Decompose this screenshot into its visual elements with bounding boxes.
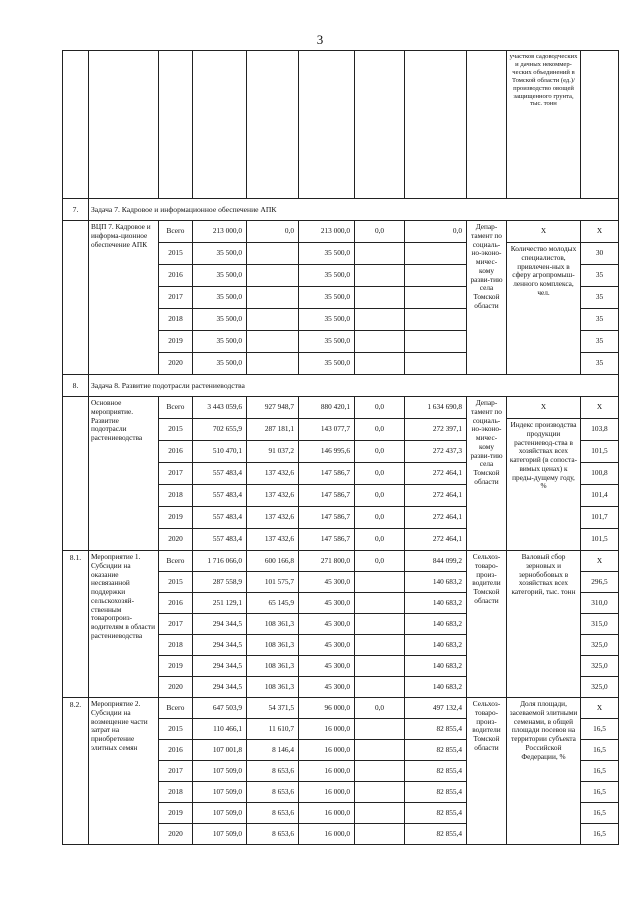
year-cell: 2016: [159, 441, 193, 463]
value-cell: X: [581, 698, 619, 719]
total-cell: 557 483,4: [193, 485, 247, 507]
local-cell: [355, 614, 405, 635]
federal-cell: 0,0: [247, 221, 299, 243]
task-title: Задача 7. Кадровое и информационное обеспечение АПК: [89, 199, 619, 221]
regional-cell: 271 800,0: [299, 551, 355, 572]
value-cell: 35: [581, 265, 619, 287]
value-cell: 101,7: [581, 507, 619, 529]
year-row: [63, 698, 619, 719]
local-cell: [355, 719, 405, 740]
indicator-name: Количество молодых специалистов, привлечен-ных в сферу агропромыш-ленного комплекса, чел.: [507, 243, 581, 375]
continuation-row: [63, 51, 619, 199]
extra-cell: [405, 265, 467, 287]
year-cell: 2017: [159, 463, 193, 485]
year-cell: Всего: [159, 698, 193, 719]
federal-cell: [247, 243, 299, 265]
total-cell: 35 500,0: [193, 353, 247, 375]
extra-cell: 844 099,2: [405, 551, 467, 572]
federal-cell: [247, 265, 299, 287]
federal-cell: [247, 331, 299, 353]
regional-cell: 16 000,0: [299, 740, 355, 761]
regional-cell: 45 300,0: [299, 677, 355, 698]
year-cell: 2017: [159, 761, 193, 782]
extra-cell: [405, 331, 467, 353]
regional-cell: 147 586,7: [299, 507, 355, 529]
value-cell: 101,5: [581, 441, 619, 463]
year-cell: 2020: [159, 824, 193, 845]
regional-cell: 45 300,0: [299, 656, 355, 677]
local-cell: [355, 331, 405, 353]
value-cell: 16,5: [581, 740, 619, 761]
value-cell: 103,8: [581, 419, 619, 441]
indicator-x: X: [507, 397, 581, 419]
federal-cell: 287 181,1: [247, 419, 299, 441]
value-cell: 310,0: [581, 593, 619, 614]
local-cell: [355, 677, 405, 698]
total-cell: 107 001,8: [193, 740, 247, 761]
value-cell: 325,0: [581, 656, 619, 677]
federal-cell: 8 653,6: [247, 761, 299, 782]
regional-cell: 16 000,0: [299, 782, 355, 803]
executor-cell: Депар-тамент по социаль-но-эконо-мичес-кому разви-тию села Томской области: [467, 397, 507, 551]
extra-cell: 82 855,4: [405, 761, 467, 782]
local-cell: 0,0: [355, 551, 405, 572]
local-cell: 0,0: [355, 463, 405, 485]
measure-name: Мероприятие 2. Субсидии на возмещение части затрат на приобретение элитных семян: [89, 698, 159, 845]
total-cell: 107 509,0: [193, 782, 247, 803]
local-cell: [355, 309, 405, 331]
value-cell: 16,5: [581, 803, 619, 824]
regional-cell: 35 500,0: [299, 265, 355, 287]
executor-cell: Сельхоз-товаро-произ-водители Томской области: [467, 698, 507, 845]
year-cell: 2020: [159, 529, 193, 551]
total-cell: 294 344,5: [193, 677, 247, 698]
executor-cell: Депар-тамент по социаль-но-эконо-мичес-кому разви-тию села Томской области: [467, 221, 507, 375]
total-cell: 251 129,1: [193, 593, 247, 614]
regional-cell: 35 500,0: [299, 243, 355, 265]
extra-cell: 140 683,2: [405, 656, 467, 677]
local-cell: 0,0: [355, 441, 405, 463]
extra-cell: 82 855,4: [405, 719, 467, 740]
local-cell: [355, 265, 405, 287]
value-cell: 325,0: [581, 677, 619, 698]
year-cell: 2016: [159, 740, 193, 761]
extra-cell: 82 855,4: [405, 803, 467, 824]
extra-cell: [405, 243, 467, 265]
value-cell: 35: [581, 331, 619, 353]
year-cell: Всего: [159, 397, 193, 419]
federal-cell: [247, 287, 299, 309]
value-cell: X: [581, 221, 619, 243]
local-cell: 0,0: [355, 221, 405, 243]
total-cell: 110 466,1: [193, 719, 247, 740]
indicator-text: участков садоводческих и дачных некоммер-ческих объединений в Томской области (ед.)/ производство овощей защищенного грунта, тыс. тонн: [507, 51, 581, 199]
total-cell: 213 000,0: [193, 221, 247, 243]
federal-cell: 108 361,3: [247, 635, 299, 656]
local-cell: [355, 824, 405, 845]
regional-cell: 16 000,0: [299, 719, 355, 740]
year-cell: 2015: [159, 572, 193, 593]
measure-name: Основное мероприятие. Развитие подотрасли растениеводства: [89, 397, 159, 551]
local-cell: 0,0: [355, 529, 405, 551]
extra-cell: 497 132,4: [405, 698, 467, 719]
regional-cell: 35 500,0: [299, 287, 355, 309]
year-cell: 2018: [159, 635, 193, 656]
extra-cell: [405, 309, 467, 331]
value-cell: 35: [581, 287, 619, 309]
extra-cell: 140 683,2: [405, 677, 467, 698]
local-cell: [355, 572, 405, 593]
federal-cell: [247, 309, 299, 331]
federal-cell: 8 146,4: [247, 740, 299, 761]
total-cell: 557 483,4: [193, 529, 247, 551]
program-table: [62, 50, 619, 845]
local-cell: 0,0: [355, 419, 405, 441]
value-cell: 101,4: [581, 485, 619, 507]
total-cell: 1 716 066,0: [193, 551, 247, 572]
value-cell: X: [581, 551, 619, 572]
federal-cell: 137 432,6: [247, 463, 299, 485]
task-number: 7.: [63, 199, 89, 221]
extra-cell: [405, 353, 467, 375]
year-cell: 2018: [159, 782, 193, 803]
extra-cell: 272 437,3: [405, 441, 467, 463]
year-cell: 2019: [159, 656, 193, 677]
task-row: [63, 375, 619, 397]
year-row: [63, 221, 619, 243]
local-cell: [355, 740, 405, 761]
federal-cell: 600 166,8: [247, 551, 299, 572]
total-cell: 557 483,4: [193, 507, 247, 529]
value-cell: 16,5: [581, 761, 619, 782]
year-cell: Всего: [159, 551, 193, 572]
value-cell: 16,5: [581, 824, 619, 845]
federal-cell: [247, 353, 299, 375]
task-title: Задача 8. Развитие подотрасли растениеводства: [89, 375, 619, 397]
value-cell: 35: [581, 309, 619, 331]
regional-cell: 16 000,0: [299, 803, 355, 824]
federal-cell: 927 948,7: [247, 397, 299, 419]
extra-cell: 140 683,2: [405, 614, 467, 635]
row-number: 8.2.: [63, 698, 89, 845]
year-cell: 2020: [159, 677, 193, 698]
regional-cell: 147 586,7: [299, 529, 355, 551]
year-cell: 2018: [159, 309, 193, 331]
extra-cell: 140 683,2: [405, 572, 467, 593]
regional-cell: 146 995,6: [299, 441, 355, 463]
total-cell: 35 500,0: [193, 287, 247, 309]
total-cell: 294 344,5: [193, 635, 247, 656]
federal-cell: 8 653,6: [247, 803, 299, 824]
local-cell: [355, 635, 405, 656]
regional-cell: 16 000,0: [299, 824, 355, 845]
extra-cell: 140 683,2: [405, 593, 467, 614]
regional-cell: 45 300,0: [299, 635, 355, 656]
federal-cell: 137 432,6: [247, 507, 299, 529]
extra-cell: 0,0: [405, 221, 467, 243]
local-cell: 0,0: [355, 485, 405, 507]
regional-cell: 143 077,7: [299, 419, 355, 441]
regional-cell: 45 300,0: [299, 572, 355, 593]
local-cell: [355, 287, 405, 309]
task-number: 8.: [63, 375, 89, 397]
year-cell: 2016: [159, 593, 193, 614]
extra-cell: 272 464,1: [405, 529, 467, 551]
federal-cell: 65 145,9: [247, 593, 299, 614]
extra-cell: 140 683,2: [405, 635, 467, 656]
extra-cell: 272 464,1: [405, 485, 467, 507]
extra-cell: [405, 287, 467, 309]
total-cell: 510 470,1: [193, 441, 247, 463]
regional-cell: 880 420,1: [299, 397, 355, 419]
value-cell: 296,5: [581, 572, 619, 593]
regional-cell: 35 500,0: [299, 353, 355, 375]
regional-cell: 35 500,0: [299, 309, 355, 331]
indicator-name: Индекс производства продукции растениевод-ства в хозяйствах всех категорий (в сопоста-вимых ценах) к преды-дущему году, %: [507, 419, 581, 551]
extra-cell: 82 855,4: [405, 824, 467, 845]
year-cell: 2017: [159, 614, 193, 635]
year-cell: 2017: [159, 287, 193, 309]
value-cell: 35: [581, 353, 619, 375]
measure-name: Мероприятие 1. Субсидии на оказание несвязанной поддержки сельскохозяй-ственным товаропроиз-водителям в области растениеводства: [89, 551, 159, 698]
year-cell: 2018: [159, 485, 193, 507]
total-cell: 107 509,0: [193, 803, 247, 824]
year-cell: 2020: [159, 353, 193, 375]
regional-cell: 147 586,7: [299, 485, 355, 507]
value-cell: 16,5: [581, 782, 619, 803]
total-cell: 35 500,0: [193, 309, 247, 331]
federal-cell: 8 653,6: [247, 782, 299, 803]
page-number: 3: [316, 32, 324, 47]
local-cell: [355, 353, 405, 375]
year-row: [63, 551, 619, 572]
total-cell: 287 558,9: [193, 572, 247, 593]
extra-cell: 82 855,4: [405, 740, 467, 761]
value-cell: 16,5: [581, 719, 619, 740]
federal-cell: 91 037,2: [247, 441, 299, 463]
executor-cell: Сельхоз-товаро-произ-водители Томской области: [467, 551, 507, 698]
value-cell: 101,5: [581, 529, 619, 551]
regional-cell: 45 300,0: [299, 614, 355, 635]
total-cell: 3 443 059,6: [193, 397, 247, 419]
federal-cell: 137 432,6: [247, 529, 299, 551]
value-cell: 100,8: [581, 463, 619, 485]
total-cell: 294 344,5: [193, 614, 247, 635]
federal-cell: 108 361,3: [247, 656, 299, 677]
local-cell: [355, 782, 405, 803]
local-cell: [355, 803, 405, 824]
extra-cell: 272 397,1: [405, 419, 467, 441]
regional-cell: 16 000,0: [299, 761, 355, 782]
local-cell: 0,0: [355, 397, 405, 419]
year-cell: 2019: [159, 507, 193, 529]
value-cell: X: [581, 397, 619, 419]
federal-cell: 137 432,6: [247, 485, 299, 507]
year-cell: 2015: [159, 719, 193, 740]
regional-cell: 147 586,7: [299, 463, 355, 485]
total-cell: 647 503,9: [193, 698, 247, 719]
total-cell: 107 509,0: [193, 761, 247, 782]
total-cell: 35 500,0: [193, 243, 247, 265]
total-cell: 35 500,0: [193, 265, 247, 287]
year-cell: 2015: [159, 243, 193, 265]
row-number: [63, 221, 89, 375]
year-row: [63, 397, 619, 419]
total-cell: 35 500,0: [193, 331, 247, 353]
task-row: [63, 199, 619, 221]
regional-cell: 96 000,0: [299, 698, 355, 719]
regional-cell: 213 000,0: [299, 221, 355, 243]
value-cell: 315,0: [581, 614, 619, 635]
extra-cell: 1 634 690,8: [405, 397, 467, 419]
extra-cell: 272 464,1: [405, 507, 467, 529]
extra-cell: 82 855,4: [405, 782, 467, 803]
total-cell: 294 344,5: [193, 656, 247, 677]
year-cell: 2015: [159, 419, 193, 441]
value-cell: 325,0: [581, 635, 619, 656]
year-cell: Всего: [159, 221, 193, 243]
row-number: [63, 397, 89, 551]
federal-cell: 108 361,3: [247, 614, 299, 635]
federal-cell: 8 653,6: [247, 824, 299, 845]
federal-cell: 101 575,7: [247, 572, 299, 593]
extra-cell: 272 464,1: [405, 463, 467, 485]
regional-cell: 45 300,0: [299, 593, 355, 614]
local-cell: 0,0: [355, 507, 405, 529]
value-cell: 30: [581, 243, 619, 265]
federal-cell: 11 610,7: [247, 719, 299, 740]
total-cell: 557 483,4: [193, 463, 247, 485]
federal-cell: 54 371,5: [247, 698, 299, 719]
local-cell: [355, 761, 405, 782]
total-cell: 702 655,9: [193, 419, 247, 441]
year-cell: 2019: [159, 803, 193, 824]
federal-cell: 108 361,3: [247, 677, 299, 698]
local-cell: [355, 593, 405, 614]
indicator-x: X: [507, 221, 581, 243]
row-number: 8.1.: [63, 551, 89, 698]
indicator-name: Валовый сбор зерновых и зернобобовых в хозяйствах всех категорий, тыс. тонн: [507, 551, 581, 698]
year-cell: 2016: [159, 265, 193, 287]
local-cell: [355, 243, 405, 265]
measure-name: ВЦП 7. Кадровое и информа-ционное обеспечение АПК: [89, 221, 159, 375]
year-cell: 2019: [159, 331, 193, 353]
local-cell: [355, 656, 405, 677]
total-cell: 107 509,0: [193, 824, 247, 845]
local-cell: 0,0: [355, 698, 405, 719]
indicator-name: Доля площади, засеваемой элитными семенами, в общей площади посевов на территории субъекта Российской Федерации, %: [507, 698, 581, 845]
regional-cell: 35 500,0: [299, 331, 355, 353]
